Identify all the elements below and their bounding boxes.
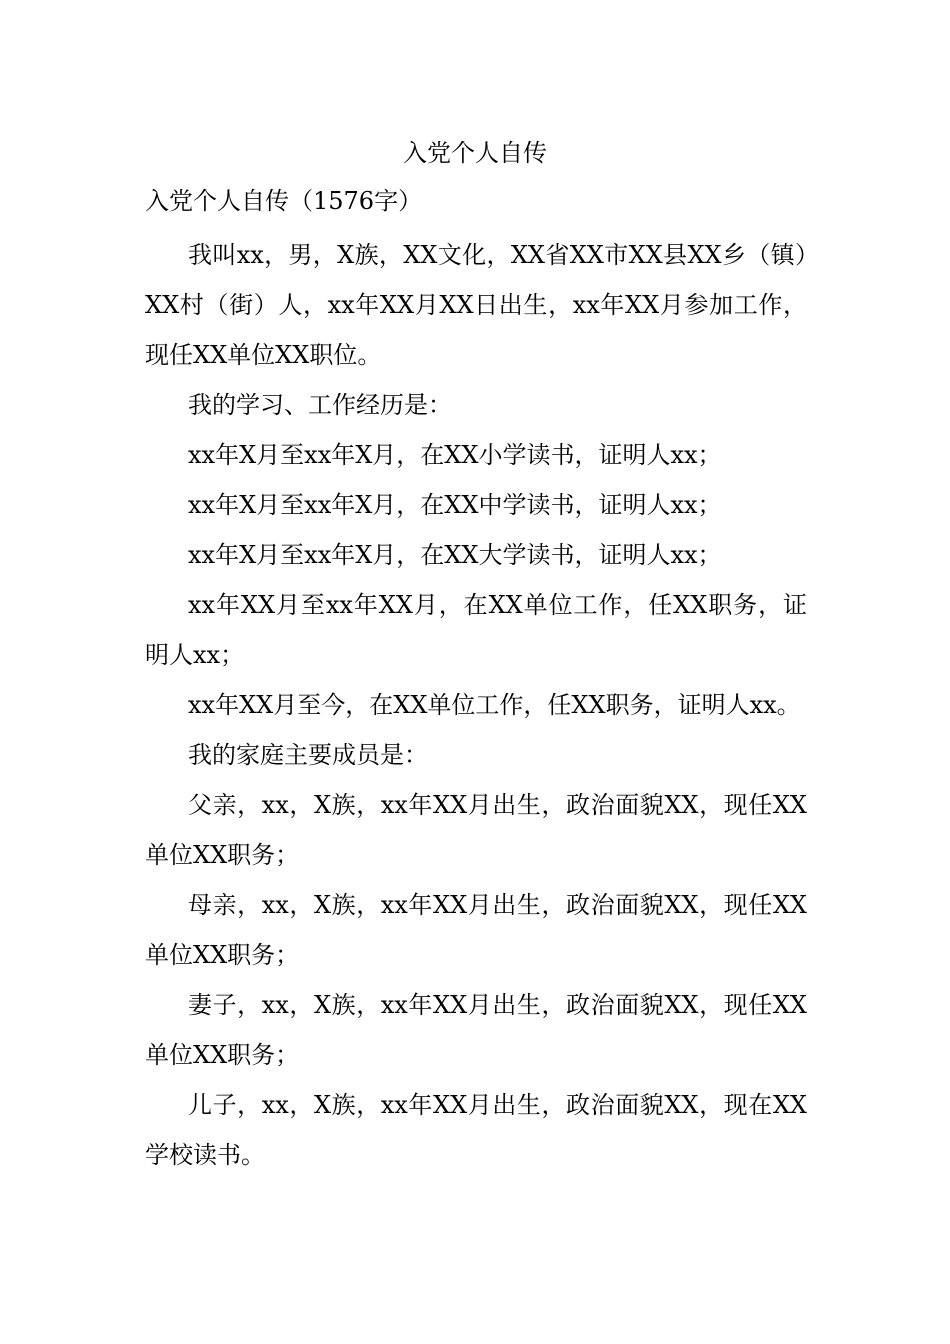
document-body [145, 230, 807, 1180]
paragraph-work-current: xx年XX月至今，在XX单位工作，任XX职务，证明人xx。 [188, 691, 801, 719]
paragraph-primary-school: xx年X月至xx年X月，在XX小学读书，证明人xx； [188, 441, 722, 469]
paragraph-mother: 母亲，xx，X族，xx年XX月出生，政治面貌XX，现任XX单位XX职务； [145, 891, 807, 969]
paragraph-experience-heading: 我的学习、工作经历是： [188, 391, 452, 419]
paragraph-wife: 妻子，xx，X族，xx年XX月出生，政治面貌XX，现任XX单位XX职务； [145, 991, 807, 1069]
paragraph-university: xx年X月至xx年X月，在XX大学读书，证明人xx； [188, 541, 722, 569]
paragraph-self-intro: 我叫xx，男，X族，XX文化，XX省XX市XX县XX乡（镇）XX村（街）人，xx年XX月XX日出生，xx年XX月参加工作，现任XX单位XX职位。 [145, 241, 807, 369]
document-title: 入党个人自传 [403, 139, 547, 167]
paragraph-family-heading: 我的家庭主要成员是： [188, 741, 428, 769]
paragraph-son: 儿子，xx，X族，xx年XX月出生，政治面貌XX，现在XX学校读书。 [145, 1091, 807, 1169]
paragraph-middle-school: xx年X月至xx年X月，在XX中学读书，证明人xx； [188, 491, 722, 519]
paragraph-father: 父亲，xx，X族，xx年XX月出生，政治面貌XX，现任XX单位XX职务； [145, 791, 807, 869]
paragraph-work-past: xx年XX月至xx年XX月，在XX单位工作，任XX职务，证明人xx； [145, 591, 807, 669]
document-subtitle: 入党个人自传（1576字） [145, 187, 423, 215]
